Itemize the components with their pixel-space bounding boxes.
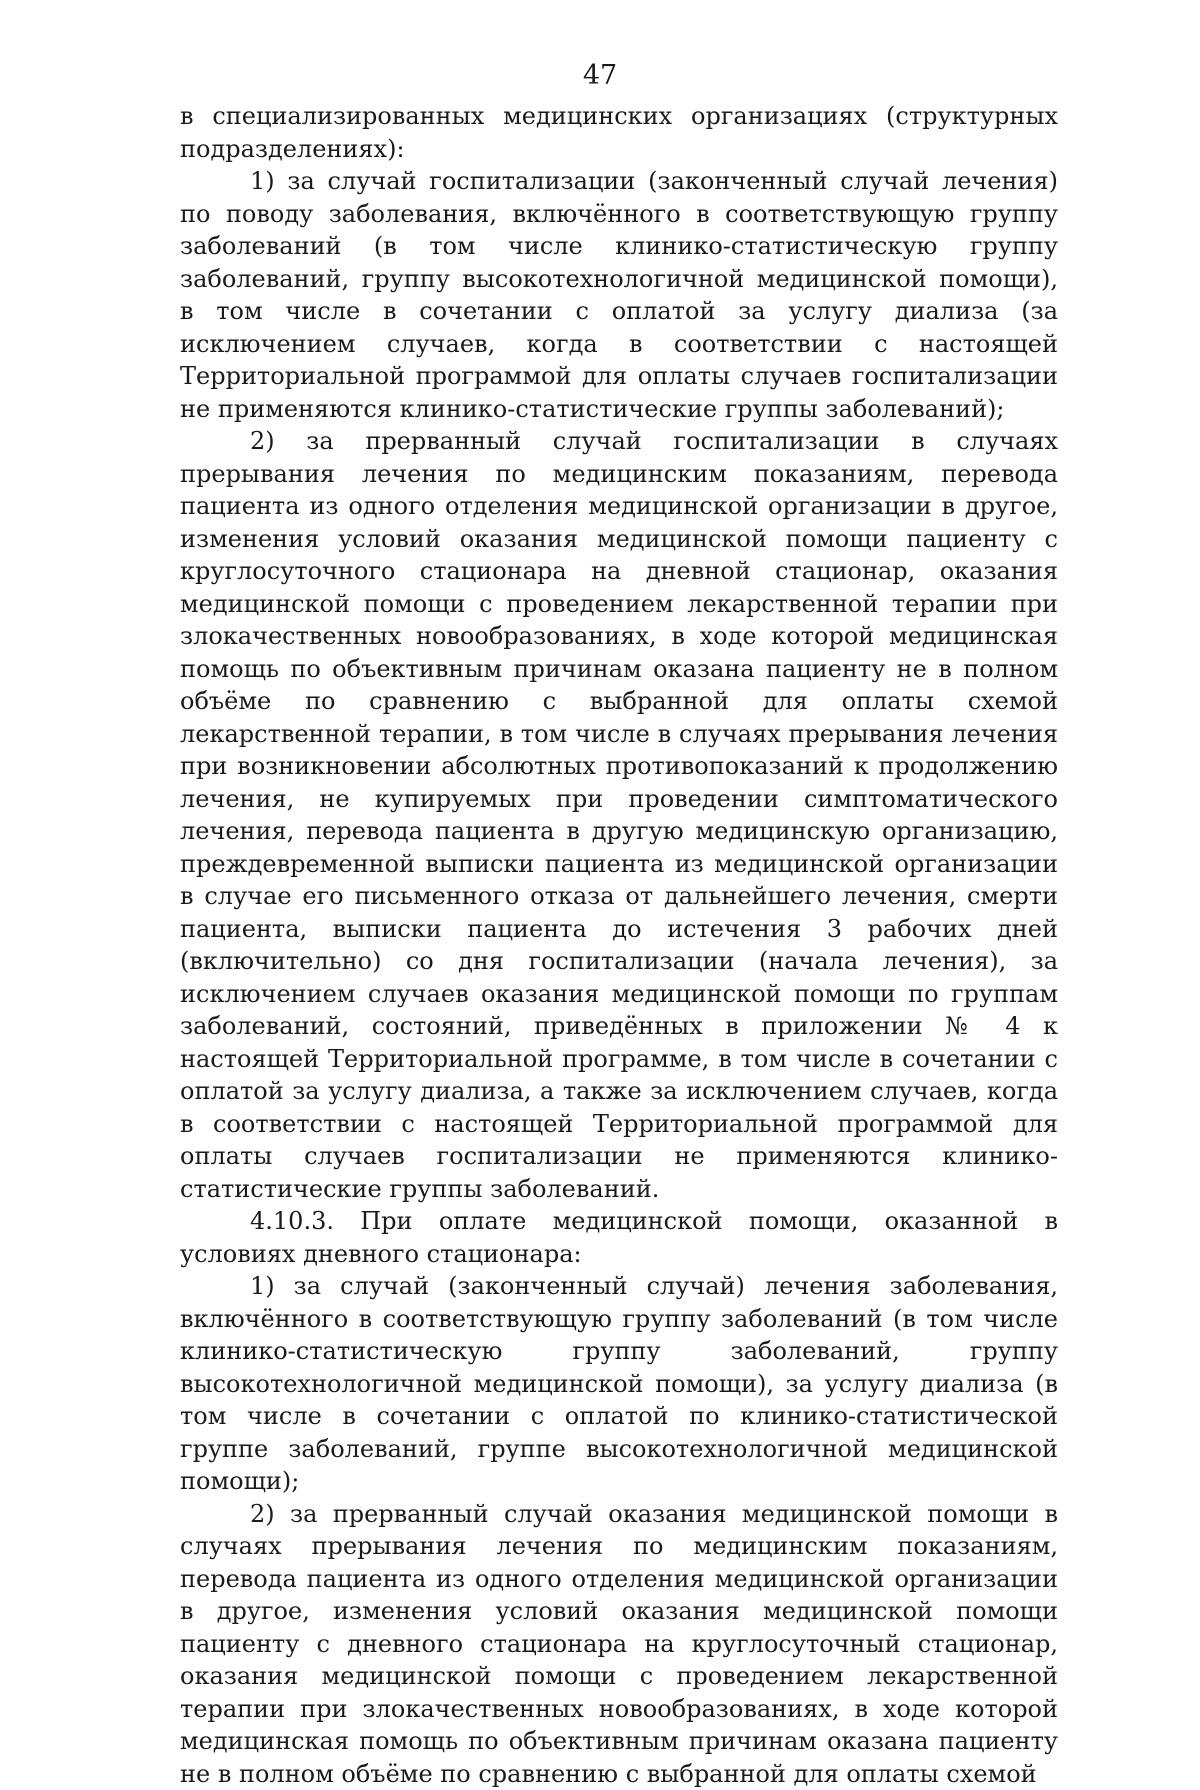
document-body [180,100,1058,1790]
paragraph-day-hospital-item-2: 2) за прерванный случай оказания медицинской помощи в случаях прерывания лечения по медицинским показаниям, перевода пациента из одного отделения медицинской организации в другое, изменения условий оказания медицинской помощи пациенту с дневного стационара на круглосуточный стационар, оказания медицинской помощи с проведением лекарственной терапии при злокачественных новообразованиях, в ходе которой медицинская помощь по объективным причинам оказана пациенту не в полном объёме по сравнению с выбранной для оплаты схемой [180,1498,1058,1790]
page-number: 47 [0,60,1200,92]
paragraph-item-1-hospitalization: 1) за случай госпитализации (законченный случай лечения) по поводу заболевания, включённого в соответствующую группу заболеваний (в том числе клинико-статистическую группу заболеваний, группу высокотехнологичной медицинской помощи), в том числе в сочетании с оплатой за услугу диализа (за исключением случаев, когда в соответствии с настоящей Территориальной программой для оплаты случаев госпитализации не применяются клинико-статистические группы заболеваний); [180,165,1058,425]
paragraph-day-hospital-item-1: 1) за случай (законченный случай) лечения заболевания, включённого в соответствующую группу заболеваний (в том числе клинико-статистическую группу заболеваний, группу высокотехнологичной медицинской помощи), за услугу диализа (в том числе в сочетании с оплатой по клинико-статистической группе заболеваний, группе высокотехнологичной медицинской помощи); [180,1270,1058,1498]
paragraph-intro: в специализированных медицинских организациях (структурных подразделениях): [180,100,1058,165]
paragraph-section-4-10-3: 4.10.3. При оплате медицинской помощи, оказанной в условиях дневного стационара: [180,1205,1058,1270]
paragraph-item-2-interrupted-hospitalization: 2) за прерванный случай госпитализации в случаях прерывания лечения по медицинским показаниям, перевода пациента из одного отделения медицинской организации в другое, изменения условий оказания медицинской помощи пациенту с круглосуточного стационара на дневной стационар, оказания медицинской помощи с проведением лекарственной терапии при злокачественных новообразованиях, в ходе которой медицинская помощь по объективным причинам оказана пациенту не в полном объёме по сравнению с выбранной для оплаты схемой лекарственной терапии, в том числе в случаях прерывания лечения при возникновении абсолютных противопоказаний к продолжению лечения, не купируемых при проведении симптоматического лечения, перевода пациента в другую медицинскую организацию, преждевременной выписки пациента из медицинской организации в случае его письменного отказа от дальнейшего лечения, смерти пациента, выписки пациента до истечения 3 рабочих дней (включительно) со дня госпитализации (начала лечения), за исключением случаев оказания медицинской помощи по группам заболеваний, состояний, приведённых в приложении № 4 к настоящей Территориальной программе, в том числе в сочетании с оплатой за услугу диализа, а также за исключением случаев, когда в соответствии с настоящей Территориальной программой для оплаты случаев госпитализации не применяются клинико-статистические группы заболеваний. [180,425,1058,1205]
